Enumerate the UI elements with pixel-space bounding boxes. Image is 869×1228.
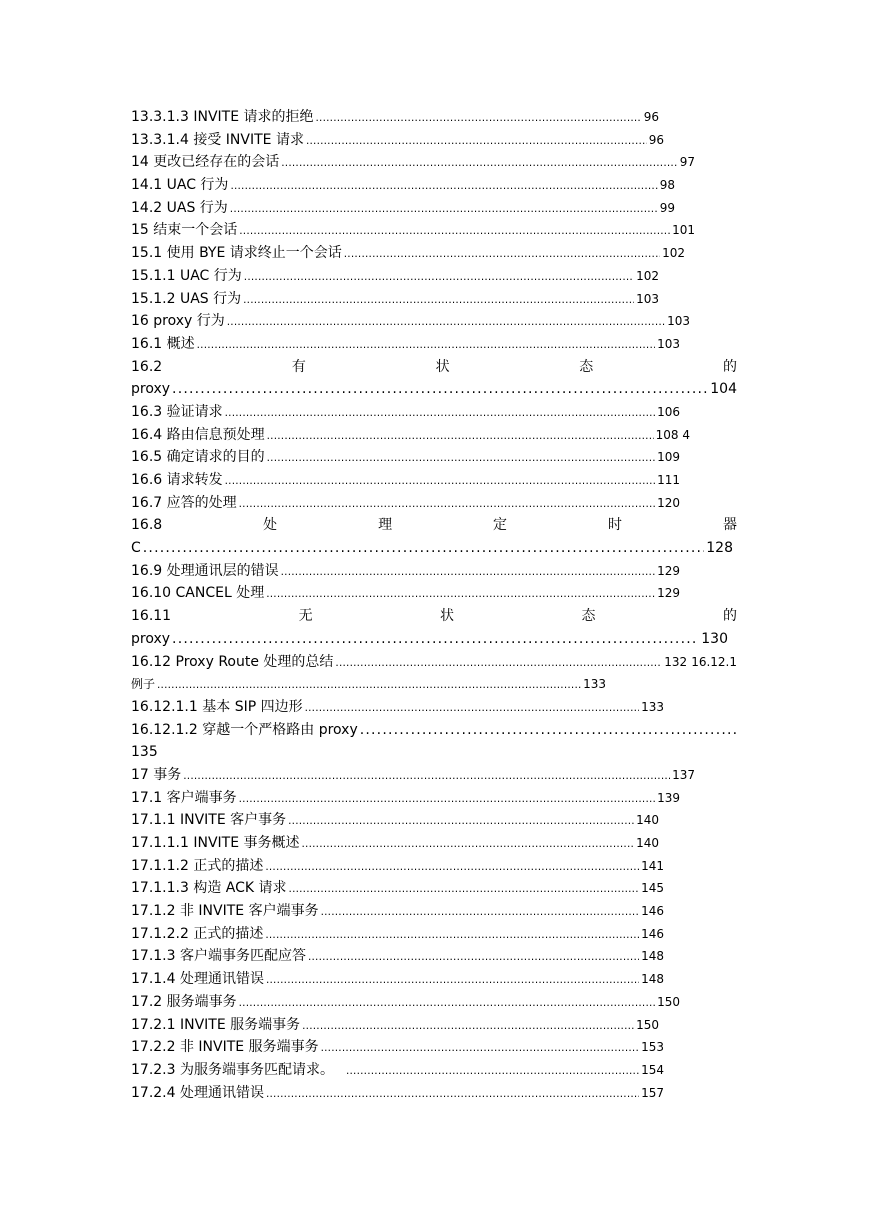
toc-page-number: 120 — [657, 495, 680, 510]
toc-entry-label: 17.1.1 INVITE 客户事务 — [131, 812, 287, 829]
toc-page-number: 146 — [641, 926, 664, 941]
toc-entry-label: 17.1.1.1 INVITE 事务概述 — [131, 835, 300, 851]
toc-page-number: 150 — [636, 1017, 659, 1032]
toc-entry — [131, 265, 659, 288]
toc-entry-label: 16.6 请求转发 — [131, 472, 223, 488]
toc-leader — [243, 289, 634, 311]
table-of-contents — [131, 106, 741, 1104]
toc-leader — [244, 266, 634, 288]
toc-leader — [306, 130, 647, 152]
toc-leader — [225, 402, 655, 424]
toc-page-number: 96 — [648, 132, 664, 147]
toc-entry-label: 16.7 应答的处理 — [131, 494, 237, 511]
toc-entry-word: 时 — [607, 517, 622, 534]
toc-page-number: 102 — [662, 246, 685, 261]
toc-entry — [131, 945, 664, 968]
toc-entry-label: 16 proxy 行为 — [131, 313, 225, 330]
toc-page-number: 139 — [657, 790, 680, 805]
toc-entry — [131, 991, 680, 1014]
toc-entry-label: 17.2 服务端事务 — [131, 993, 237, 1010]
toc-page-number: 129 — [657, 586, 680, 601]
toc-entry-label: 17.1.2 非 INVITE 客户端事务 — [131, 903, 319, 920]
toc-entry-label: 13.3.1.3 INVITE 请求的拒绝 — [131, 109, 314, 125]
toc-leader — [346, 1060, 639, 1082]
toc-leader — [225, 470, 655, 492]
toc-page-number: 137 — [672, 767, 695, 782]
toc-leader — [288, 810, 634, 832]
toc-leader — [321, 1037, 640, 1059]
toc-entry — [131, 582, 680, 605]
toc-page-number: 111 — [657, 473, 680, 487]
toc-entry-word: 无 — [298, 608, 313, 625]
toc-entry-label: 16.9 处理通讯层的错误 — [131, 562, 279, 579]
toc-page-number: 102 — [636, 268, 659, 283]
toc-leader — [267, 447, 655, 469]
toc-entry-label: 15.1.1 UAC 行为 — [131, 267, 242, 284]
toc-entry-label: 16.5 确定请求的目的 — [131, 449, 265, 466]
toc-entry — [131, 719, 741, 742]
toc-leader — [316, 107, 642, 129]
toc-entry — [131, 877, 664, 900]
toc-entry-word: 状 — [440, 608, 455, 625]
toc-entry-justified — [131, 605, 737, 628]
toc-page-number: 153 — [641, 1040, 664, 1055]
toc-page-number: 141 — [641, 858, 664, 873]
toc-leader — [266, 1083, 639, 1105]
toc-entry-label: 例子 — [131, 677, 156, 692]
toc-leader — [305, 697, 639, 719]
toc-entry — [131, 787, 680, 810]
toc-entry-label: 16.12.1.1 基本 SIP 四边形 — [131, 698, 303, 715]
toc-entry-label: 17.1.4 处理通讯错误 — [131, 971, 264, 988]
toc-entry-word: 状 — [435, 358, 450, 375]
toc-entry-word: 16.2 — [131, 358, 163, 375]
toc-entry-label: 16.12 Proxy Route 处理的总结 — [131, 653, 334, 670]
toc-entry — [131, 968, 664, 991]
toc-entry-label: 17.1.1.2 正式的描述 — [131, 857, 264, 874]
toc-entry-overflow: 16.12.1 — [691, 654, 737, 669]
toc-entry-label: 17.2.1 INVITE 服务端事务 — [131, 1016, 301, 1033]
toc-entry-label: 15 结束一个会话 — [131, 222, 238, 239]
toc-entry-label: 16.1 概述 — [131, 335, 195, 352]
toc-entry-justified — [131, 514, 737, 537]
toc-entry-word: 理 — [378, 517, 393, 534]
toc-entry-label: 15.1 使用 BYE 请求终止一个会话 — [131, 245, 342, 262]
toc-leader — [281, 561, 655, 583]
toc-entry-label: 16.12.1.2 穿越一个严格路由 proxy — [131, 721, 358, 738]
toc-page-number: 133 — [641, 699, 664, 714]
toc-entry — [131, 900, 664, 923]
toc-page-number: 96 — [643, 110, 659, 124]
toc-entry-label: 17.1.1.3 构造 ACK 请求 — [131, 880, 287, 897]
toc-page-number: 150 — [657, 994, 680, 1009]
toc-page-number: 157 — [641, 1085, 664, 1100]
toc-entry-label: 17.2.4 处理通讯错误 — [131, 1084, 264, 1101]
toc-leader — [335, 652, 662, 674]
toc-entry-continuation — [131, 628, 728, 651]
toc-entry — [131, 1014, 659, 1037]
toc-entry-label: 15.1.2 UAS 行为 — [131, 290, 242, 307]
toc-entry-word: 定 — [493, 517, 508, 534]
toc-entry — [131, 106, 659, 129]
toc-page-number: 106 — [657, 404, 680, 419]
toc-entry — [131, 242, 685, 265]
toc-entry-continuation — [131, 741, 191, 764]
toc-leader — [302, 1015, 634, 1037]
toc-entry — [131, 310, 690, 333]
toc-page-number: 146 — [641, 904, 664, 919]
toc-entry — [131, 832, 659, 855]
toc-entry — [131, 651, 737, 674]
toc-page-number: 145 — [641, 881, 664, 896]
toc-entry-label: 17.2.2 非 INVITE 服务端事务 — [131, 1039, 319, 1056]
toc-entry-word: 有 — [291, 358, 306, 375]
toc-entry-word: 的 — [722, 608, 737, 625]
toc-page-number: 148 — [641, 949, 664, 964]
toc-page-number: 97 — [679, 155, 695, 170]
toc-page-number: 135 — [131, 744, 158, 761]
toc-entry — [131, 560, 680, 583]
toc-leader — [157, 674, 581, 696]
toc-entry-justified — [131, 356, 737, 379]
toc-entry-label: C — [131, 540, 141, 557]
toc-entry — [131, 401, 680, 424]
toc-entry — [131, 1036, 664, 1059]
toc-entry — [131, 923, 664, 946]
toc-page-number: 148 — [641, 972, 664, 987]
toc-leader — [172, 378, 708, 401]
toc-leader — [239, 788, 655, 810]
toc-entry-label: 16.4 路由信息预处理 — [131, 426, 265, 443]
toc-page-number: 103 — [667, 314, 690, 329]
toc-page-number: 140 — [636, 813, 659, 828]
toc-entry — [131, 696, 664, 719]
toc-entry — [131, 151, 695, 174]
toc-leader — [266, 969, 639, 991]
toc-entry-label: 14 更改已经存在的会话 — [131, 154, 280, 171]
toc-page-number: 154 — [641, 1062, 664, 1077]
toc-entry — [131, 446, 680, 469]
toc-page-number: 103 — [636, 291, 659, 306]
toc-page-number: 128 — [706, 540, 733, 557]
toc-page-number: 132 — [664, 654, 688, 669]
toc-leader — [183, 765, 670, 787]
toc-entry-word: 态 — [581, 608, 596, 625]
toc-entry-label: 17.1 客户端事务 — [131, 789, 237, 806]
toc-leader — [265, 856, 639, 878]
toc-leader — [302, 833, 635, 855]
toc-entry — [131, 1059, 664, 1082]
toc-leader — [239, 992, 655, 1014]
toc-entry — [131, 174, 675, 197]
toc-entry — [131, 855, 664, 878]
toc-entry — [131, 809, 659, 832]
toc-leader — [321, 901, 640, 923]
toc-entry-word: 16.11 — [131, 608, 172, 625]
toc-leader — [239, 493, 655, 515]
toc-page-number: 133 — [583, 677, 606, 692]
toc-entry — [131, 219, 695, 242]
toc-entry-label: 14.2 UAS 行为 — [131, 199, 228, 216]
toc-entry-label: proxy — [131, 630, 171, 647]
toc-leader — [143, 537, 704, 560]
toc-leader — [266, 583, 655, 605]
toc-entry-word: 处 — [263, 517, 278, 534]
toc-entry-word: 态 — [579, 358, 594, 375]
toc-entry — [131, 129, 664, 152]
toc-leader — [281, 152, 677, 174]
toc-page-number: 103 — [657, 336, 680, 351]
toc-entry-continuation — [131, 537, 733, 560]
toc-entry-label: 17 事务 — [131, 766, 182, 783]
toc-entry-continuation — [131, 378, 737, 401]
toc-leader — [197, 334, 655, 356]
toc-entry-label: proxy — [131, 381, 171, 398]
toc-page-number: 108 4 — [655, 427, 690, 442]
toc-page-number: 104 — [710, 381, 737, 398]
toc-entry — [131, 764, 695, 787]
toc-leader — [265, 924, 639, 946]
toc-leader — [289, 878, 640, 900]
toc-entry-label: 17.1.2.2 正式的描述 — [131, 925, 264, 942]
toc-leader — [239, 220, 670, 242]
toc-entry-word: 器 — [722, 517, 737, 534]
toc-leader — [230, 175, 657, 197]
toc-page-number: 129 — [657, 563, 680, 578]
toc-leader — [172, 628, 699, 651]
toc-entry — [131, 288, 659, 311]
toc-entry — [131, 469, 680, 492]
toc-entry — [131, 424, 690, 447]
toc-page-number: 109 — [657, 450, 680, 465]
toc-entry — [131, 673, 606, 696]
toc-leader — [227, 311, 665, 333]
toc-entry — [131, 1082, 664, 1105]
toc-page-number: 98 — [659, 178, 675, 193]
toc-entry — [131, 333, 680, 356]
toc-entry-word: 16.8 — [131, 517, 163, 534]
toc-entry-label: 13.3.1.4 接受 INVITE 请求 — [131, 131, 304, 148]
toc-entry-word: 的 — [722, 358, 737, 375]
toc-entry — [131, 197, 675, 220]
toc-leader — [308, 946, 639, 968]
toc-page-number: 140 — [636, 836, 659, 850]
toc-page-number: 101 — [672, 223, 695, 238]
toc-entry-label: 14.1 UAC 行为 — [131, 177, 229, 194]
toc-leader — [267, 425, 654, 447]
toc-page-number: 130 — [701, 630, 728, 647]
toc-entry — [131, 492, 680, 515]
toc-leader — [344, 243, 660, 265]
toc-leader — [360, 719, 739, 742]
toc-entry-label: 16.3 验证请求 — [131, 403, 223, 420]
toc-entry-label: 17.1.3 客户端事务匹配应答 — [131, 948, 306, 965]
toc-entry-label: 17.2.3 为服务端事务匹配请求。 — [131, 1061, 334, 1078]
toc-page-number: 99 — [659, 200, 675, 215]
toc-entry-label: 16.10 CANCEL 处理 — [131, 585, 265, 602]
toc-leader — [230, 198, 658, 220]
